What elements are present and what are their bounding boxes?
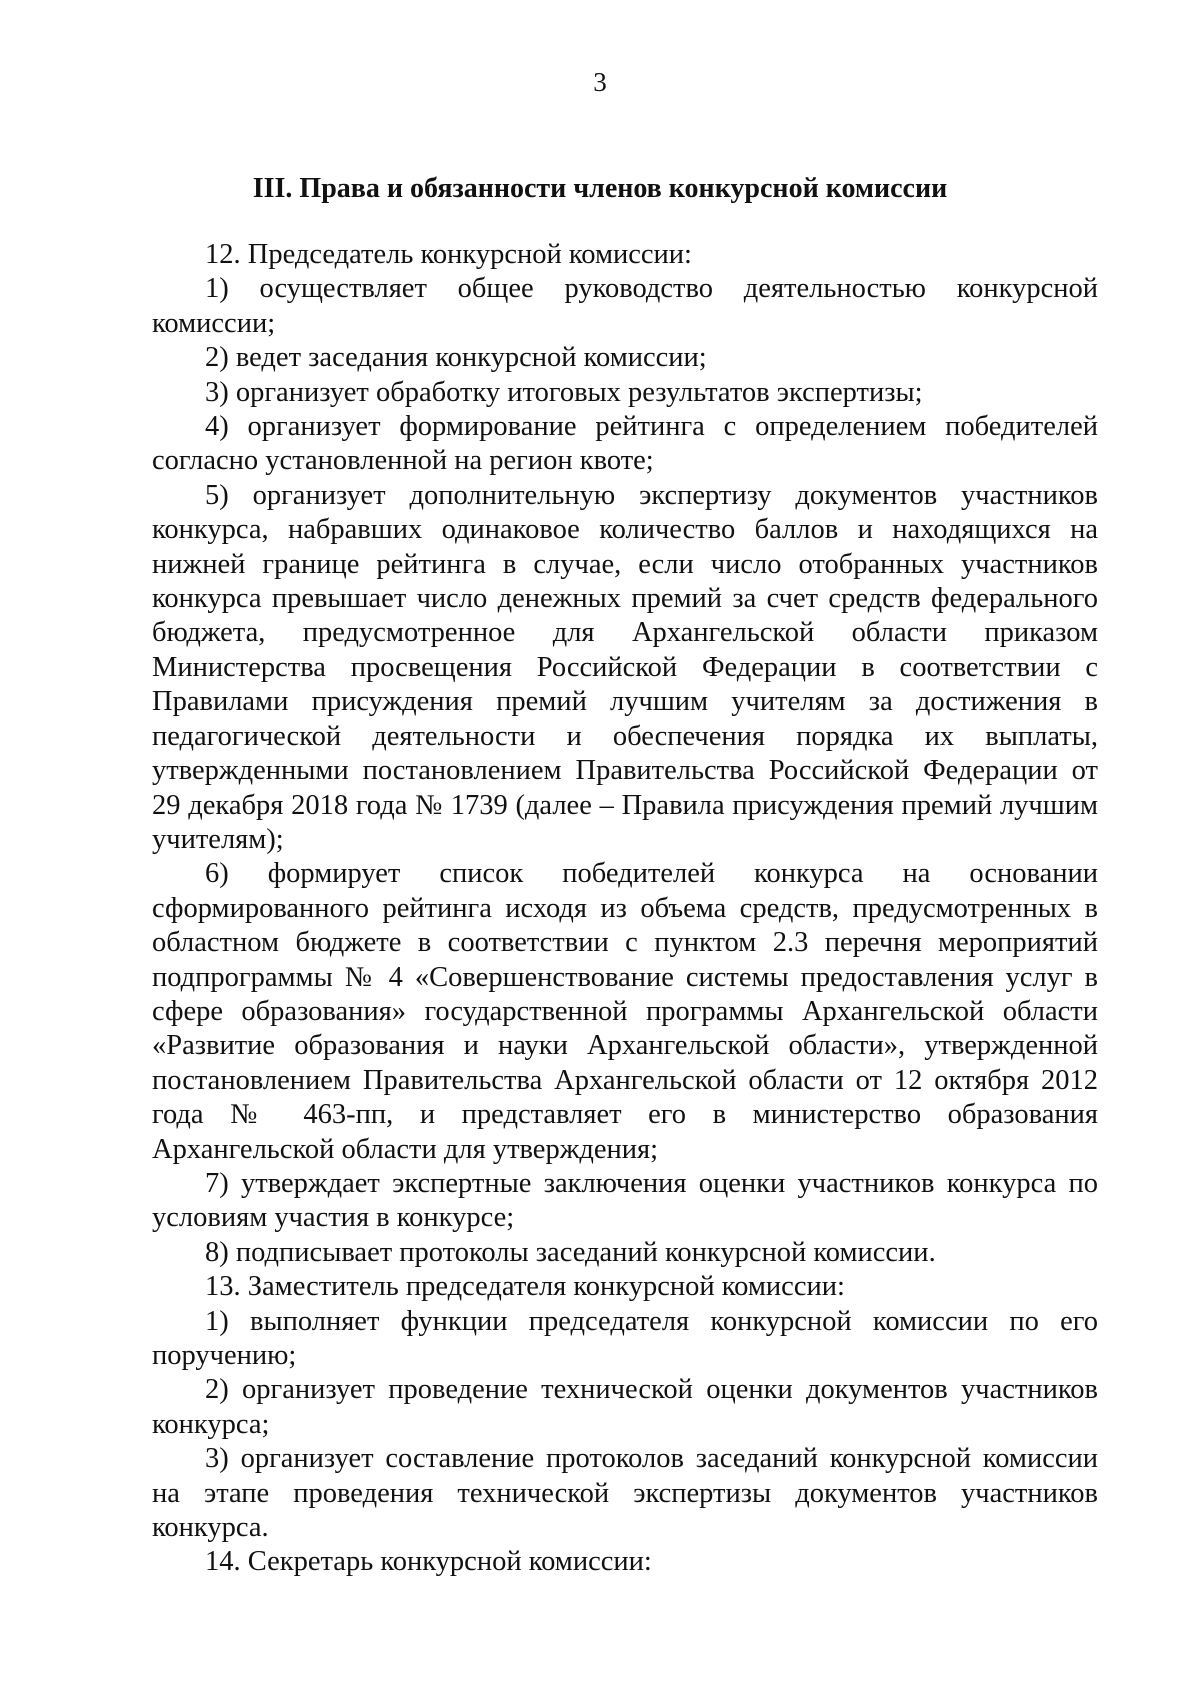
- paragraph-13-2: 2) организует проведение технической оценки документов участников конкурса;: [152, 1374, 1098, 1440]
- paragraph-12-1: 1) осуществляет общее руководство деятельностью конкурсной комиссии;: [152, 273, 1098, 339]
- paragraph-13-1: 1) выполняет функции председателя конкурсной комиссии по его поручению;: [152, 1305, 1098, 1371]
- paragraph-12-4: 4) организует формирование рейтинга с определением победителей согласно установленной на регион квоте;: [152, 411, 1098, 477]
- paragraph-13: 13. Заместитель председателя конкурсной комиссии:: [205, 1271, 845, 1303]
- paragraph-13-3: 3) организует составление протоколов заседаний конкурсной комиссии на этапе проведения технической экспертизы документов участников конкурса.: [152, 1443, 1098, 1544]
- document-body: [152, 238, 1098, 1580]
- paragraph-12: 12. Председатель конкурсной комиссии:: [205, 239, 692, 270]
- paragraph-12-5: 5) организует дополнительную экспертизу документов участников конкурса, набравших одинаковое количество баллов и находящихся на нижней границе рейтинга в случае, если число отобранных участников конкурса превышает число денежных премий за счет средств федерального бюджета, предусмотренное для Архангельской области приказом Министерства просвещения Российской Федерации в соответствии с Правилами присуждения премий лучшим учителям за достижения в педагогической деятельности и обеспечения порядка их выплаты, утвержденными постановлением Правительства Российской Федерации от 29 декабря 2018 года № 1739 (далее – Правила присуждения премий лучшим учителям);: [152, 479, 1098, 855]
- paragraph-14: 14. Секретарь конкурсной комиссии:: [205, 1546, 652, 1578]
- paragraph-12-2: 2) ведет заседания конкурсной комиссии;: [205, 342, 707, 374]
- paragraph-12-7: 7) утверждает экспертные заключения оценки участников конкурса по условиям участия в конкурсе;: [152, 1167, 1098, 1234]
- page-number: 3: [593, 67, 607, 97]
- paragraph-12-6: 6) формирует список победителей конкурса на основании сформированного рейтинга исходя из объема средств, предусмотренных в областном бюджете в соответствии с пунктом 2.3 перечня мероприятий подпрограммы № 4 «Совершенствование системы предоставления услуг в сфере образования» государственной программы Архангельской области «Развитие образования и науки Архангельской области», утвержденной постановлением Правительства Архангельской области от 12 октября 2012 года № 463-пп, и представляет его в министерство образования Архангельской области для утверждения;: [152, 858, 1098, 1165]
- paragraph-12-8: 8) подписывает протоколы заседаний конкурсной комиссии.: [205, 1236, 936, 1268]
- paragraph-12-3: 3) организует обработку итоговых результатов экспертизы;: [205, 376, 923, 408]
- section-title: III. Права и обязанности членов конкурсной комиссии: [252, 173, 948, 204]
